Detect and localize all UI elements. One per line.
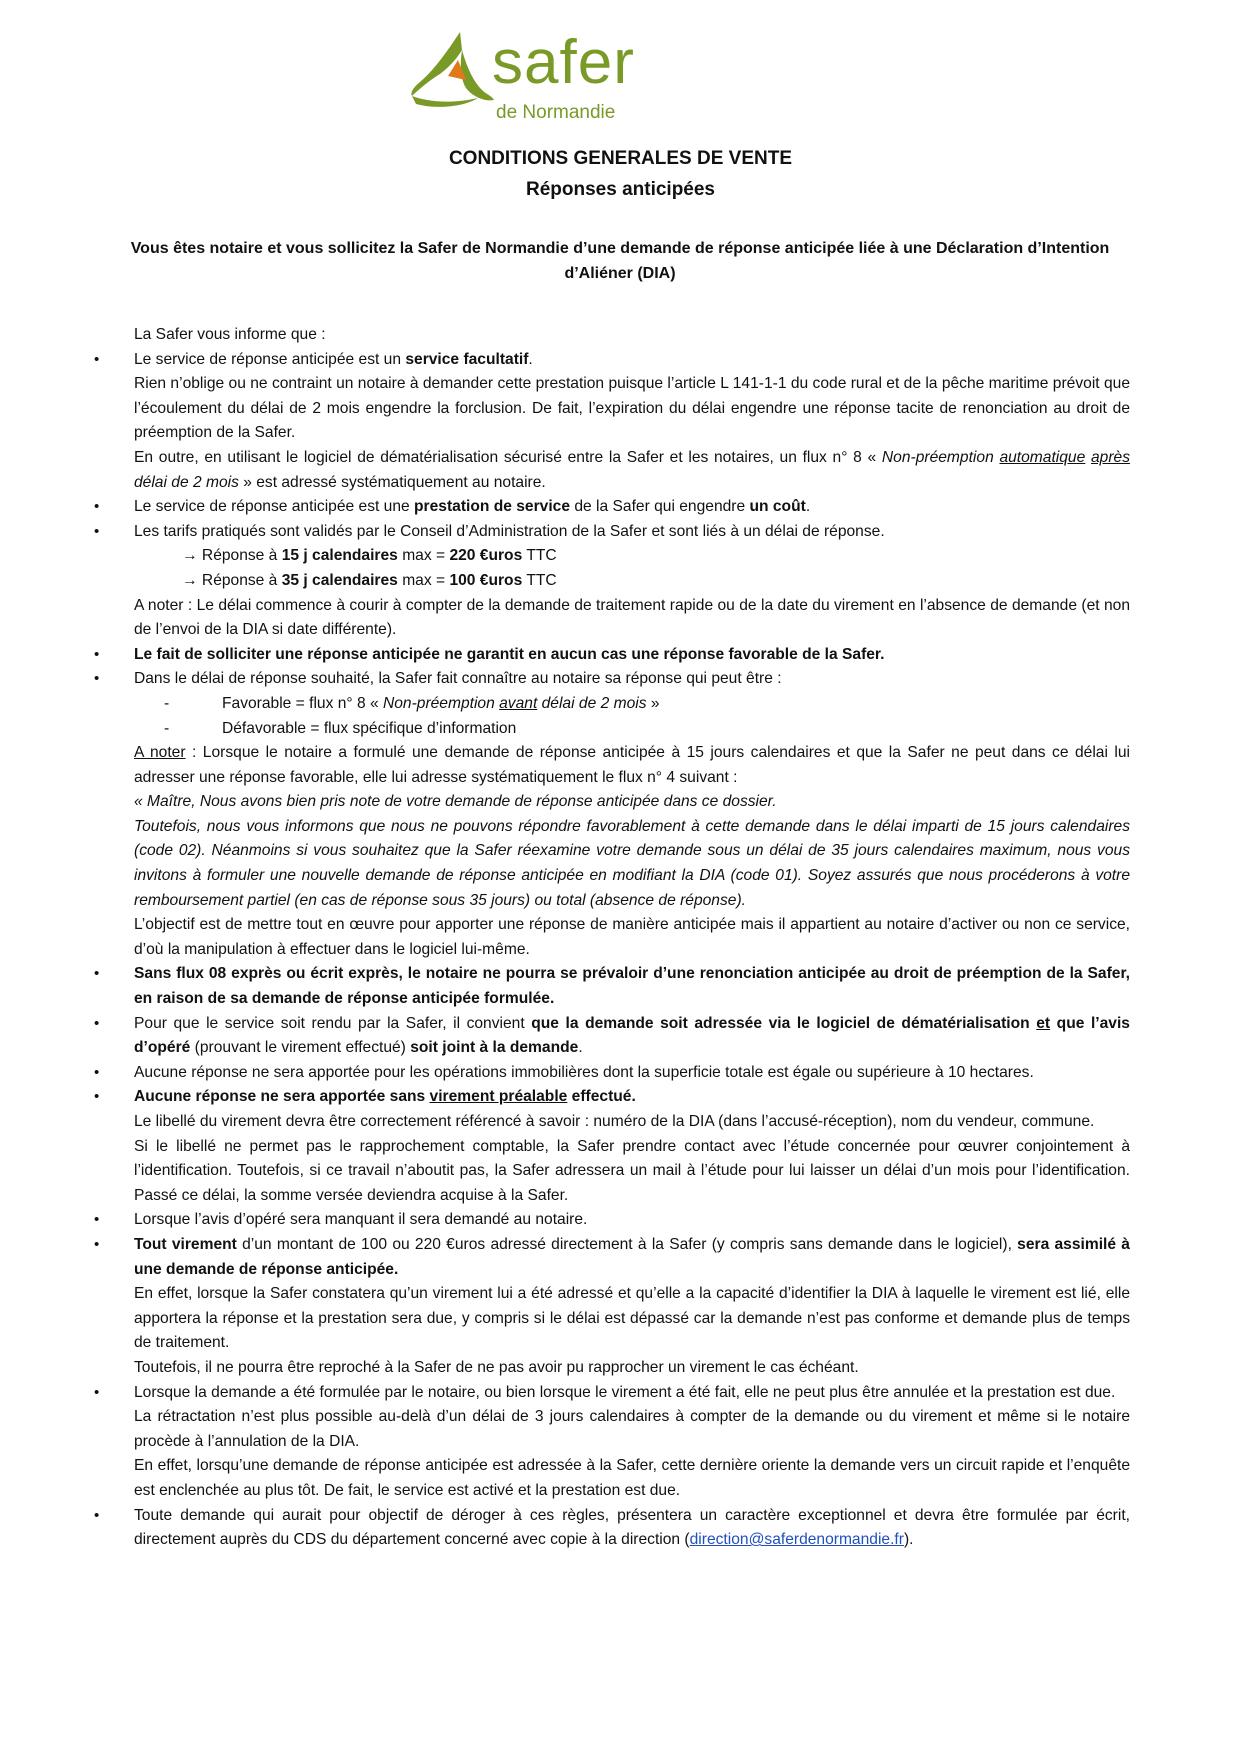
bullet-item	[134, 348, 1130, 373]
italic-text: Toutefois, nous vous informons que nous ne pouvons répondre favorablement à cette demande dans le délai imparti de 15 jours calendaires (code 02). Néanmoins si vous souhaitez que la Safer réexamine votre demande sous un délai de 35 jours calendaires maximum, nous vous invitons à formuler une nouvelle demande de réponse anticipée en modifiant la DIA (code 01). Soyez assurés que nous procéderons à votre remboursement partiel (en cas de réponse sous 35 jours) ou total (absence de réponse).	[134, 817, 1130, 909]
bold-text: Le fait de solliciter une réponse anticipée ne garantit en aucun cas une réponse favorable de la Safer.	[134, 645, 885, 663]
paragraph: Si le libellé ne permet pas le rapprochement comptable, la Safer prendre contact avec l’étude concernée pour œuvrer conjointement à l’identification. Toutefois, si ce travail n’aboutit pas, la Safer adressera un mail à l’étude pour lui laisser un délai d’un mois pour l’identification. Passé ce délai, la somme versée deviendra acquise à la Safer.	[134, 1137, 1130, 1204]
bold-text: soit joint à la demande	[410, 1039, 579, 1057]
text: » est adressé systématiquement au notaire.	[238, 473, 546, 491]
bold-text: un coût	[749, 498, 806, 516]
text: »	[646, 694, 660, 712]
text: de la Safer qui engendre	[570, 498, 750, 516]
underlined-text: et	[1036, 1014, 1051, 1032]
bold-text: que la demande soit adressée via le logiciel de dématérialisation	[531, 1014, 1037, 1032]
paragraph: En effet, lorsqu’une demande de réponse anticipée est adressée à la Safer, cette dernière oriente la demande vers un circuit rapide et l’enquête est enclenchée au plus tôt. De fait, le service est activé et la prestation est due.	[134, 1457, 1130, 1499]
underlined-text: après	[1091, 448, 1131, 466]
underlined-text: avant	[499, 694, 538, 712]
text: TTC	[522, 571, 557, 589]
italic-text: Non-préemption	[881, 448, 1000, 466]
bold-text: que l’avis d’opéré	[134, 1014, 1130, 1057]
paragraph: Le libellé du virement devra être correctement référencé à savoir : numéro de la DIA (dans l’accusé-réception), nom du vendeur, commune.	[134, 1113, 1095, 1130]
quote-paragraph	[134, 790, 1130, 815]
text: Toute demande qui aurait pour objectif de déroger à ces règles, présentera un caractère exceptionnel et devra être formulée par écrit, directement auprès du CDS du département concerné avec copie à la direction (	[134, 1506, 1130, 1549]
dash-marker: -	[164, 694, 170, 712]
text: : Lorsque le notaire a formulé une demande de réponse anticipée à 15 jours calendaires et que la Safer ne peut dans ce délai lui adresser une réponse favorable, elle lui adresse systématiquement le flux n° 4 suivant :	[134, 744, 1130, 786]
document-title: CONDITIONS GENERALES DE VENTE	[448, 148, 793, 169]
text: .	[578, 1039, 583, 1057]
bold-text: effectué.	[567, 1088, 636, 1106]
bullet-item: • Lorsque la demande a été formulée par le notaire, ou bien lorsque le virement a été fait, elle ne peut plus être annulée et la prestation est due.	[134, 1381, 1130, 1406]
note-paragraph	[134, 741, 1130, 790]
bold-text: Aucune réponse ne sera apportée sans	[134, 1088, 430, 1106]
bullet-item: • Lorsque l’avis d’opéré sera manquant il sera demandé au notaire.	[134, 1208, 1130, 1233]
bold-text: service facultatif	[405, 350, 529, 368]
text: → Réponse à	[182, 571, 282, 589]
bullet-item: • Les tarifs pratiqués sont validés par le Conseil d’Administration de la Safer et sont liés à un délai de réponse.	[134, 520, 1130, 545]
dash-marker: -	[164, 719, 170, 737]
paragraph: Toutefois, il ne pourra être reproché à la Safer de ne pas avoir pu rapprocher un virement le cas échéant.	[134, 1358, 859, 1376]
italic-text: délai de 2 mois	[537, 694, 647, 712]
bullet-item	[134, 1233, 1130, 1282]
bullet-item	[134, 643, 1130, 668]
paragraph: L’objectif est de mettre tout en œuvre pour apporter une réponse de manière anticipée mais il appartient au notaire d’activer ou non ce service, d’où la manipulation à effectuer dans le logiciel lui-même.	[134, 916, 1130, 958]
dash-item	[134, 692, 1130, 717]
text: max =	[397, 547, 450, 565]
lead-text: La Safer vous informe que :	[134, 326, 326, 343]
bold-text: 15 j calendaires	[281, 547, 398, 565]
italic-text: Non-préemption	[382, 694, 500, 712]
bold-text: prestation de service	[414, 498, 571, 516]
note-paragraph: A noter : Le délai commence à courir à compter de la demande de traitement rapide ou de la date du virement en l’absence de demande (et non de l’envoi de la DIA si date différente).	[134, 596, 1130, 639]
italic-text: délai de 2 mois	[134, 473, 239, 491]
dash-item	[134, 717, 1130, 742]
underlined-text: A noter	[134, 744, 186, 762]
bold-text: 35 j calendaires	[281, 571, 398, 589]
underlined-text: virement préalable	[429, 1088, 568, 1106]
price-line	[134, 569, 1130, 594]
text: Le service de réponse anticipée est une	[134, 498, 415, 516]
text: ).	[903, 1531, 914, 1549]
bullet-item	[134, 962, 1130, 1011]
bullet-item	[134, 1085, 1130, 1110]
text: Défavorable = flux spécifique d’information	[222, 719, 517, 737]
underlined-text: automatique	[999, 448, 1086, 466]
document-subtitle: Réponses anticipées	[525, 179, 716, 200]
text: max =	[397, 571, 450, 589]
logo-wordmark: safer	[492, 28, 635, 97]
text: En outre, en utilisant le logiciel de dématérialisation sécurisé entre la Safer et les notaires, un flux n° 8 «	[134, 448, 882, 466]
text: Le service de réponse anticipée est un	[134, 350, 406, 368]
text: TTC	[522, 547, 557, 565]
bold-text: Sans flux 08 exprès ou écrit exprès, le notaire ne pourra se prévaloir d’une renonciation anticipée au droit de préemption de la Safer, en raison de sa demande de réponse anticipée formulée.	[134, 965, 1130, 1008]
text: d’un montant de 100 ou 220 €uros adressé directement à la Safer (y compris sans demande dans le logiciel),	[236, 1235, 1018, 1253]
intro-paragraph: Vous êtes notaire et vous sollicitez la Safer de Normandie d’une demande de réponse anticipée liée à une Déclaration d’Intention d’Aliéner (DIA)	[130, 240, 1110, 282]
bold-text: 100 €uros	[449, 571, 523, 589]
bullet-item	[134, 1504, 1130, 1553]
paragraph	[134, 446, 1130, 495]
text: Favorable = flux n° 8 «	[222, 694, 383, 712]
text: .	[528, 350, 533, 368]
bullet-item	[134, 1012, 1130, 1061]
bullet-item: • Dans le délai de réponse souhaité, la Safer fait connaître au notaire sa réponse qui peut être :	[134, 667, 1130, 692]
document-body	[134, 323, 1130, 1553]
text: → Réponse à	[182, 547, 282, 565]
safer-logo-icon	[408, 30, 498, 110]
bold-text: 220 €uros	[449, 547, 523, 565]
italic-text: « Maître, Nous avons bien pris note de votre demande de réponse anticipée dans ce dossier.	[134, 793, 777, 811]
text: .	[805, 498, 811, 516]
safer-logo	[408, 30, 678, 130]
email-link[interactable]: direction@saferdenormandie.fr	[689, 1531, 904, 1549]
paragraph: En effet, lorsque la Safer constatera qu’un virement lui a été adressé et qu’elle a la capacité d’identifier la DIA à laquelle le virement est lié, elle apportera la réponse et la prestation sera due, y compris si le délai est dépassé car la demande n’est pas conforme et demande plus de temps de traitement.	[134, 1285, 1130, 1352]
paragraph: La rétractation n’est plus possible au-delà d’un délai de 3 jours calendaires à compter de la demande ou du virement et même si le notaire procède à l’annulation de la DIA.	[134, 1408, 1130, 1450]
bullet-item: • Aucune réponse ne sera apportée pour les opérations immobilières dont la superficie totale est égale ou supérieure à 10 hectares.	[134, 1061, 1130, 1086]
bold-text: Tout virement	[134, 1235, 237, 1253]
text: (prouvant le virement effectué)	[190, 1039, 411, 1057]
paragraph: Rien n’oblige ou ne contraint un notaire à demander cette prestation puisque l’article L 141-1-1 du code rural et de la pêche maritime prévoit que l’écoulement du délai de 2 mois engendre la forclusion. De fait, l’expiration du délai engendre une réponse tacite de renonciation au droit de préemption de la Safer.	[134, 375, 1130, 442]
price-line	[134, 544, 1130, 569]
bullet-item	[134, 495, 1130, 520]
text: Pour que le service soit rendu par la Safer, il convient	[134, 1014, 532, 1032]
quote-paragraph	[134, 815, 1130, 913]
bold-text: sera assimilé à une demande de réponse anticipée.	[134, 1235, 1130, 1278]
logo-subtitle: de Normandie	[496, 102, 616, 123]
